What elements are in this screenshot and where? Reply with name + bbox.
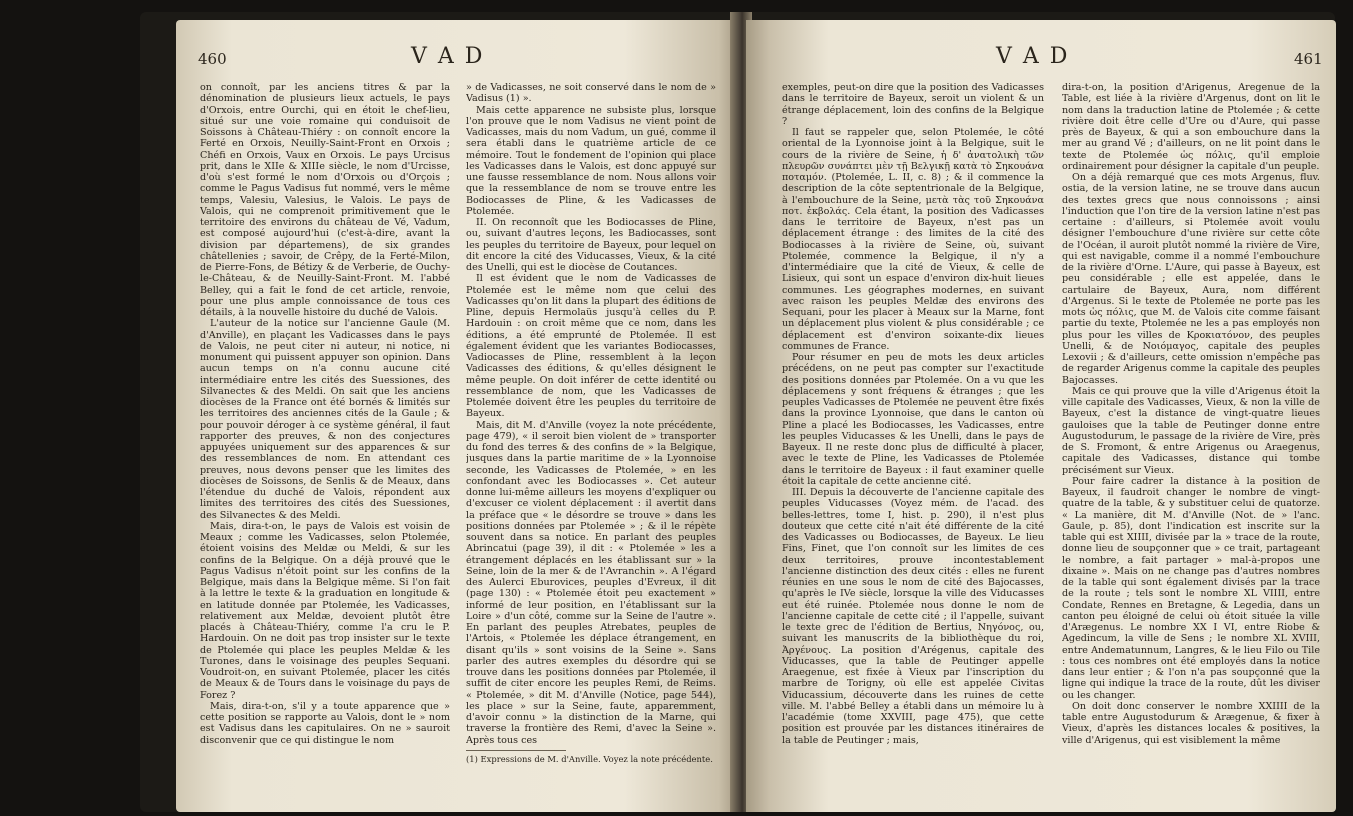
paragraph: Pour résumer en peu de mots les deux articles précédens, on ne peut pas compter sur l'exactitude des positions données par Ptolemée. On a vu que les déplacemens y sont fréquens & étranges ; que les peuples Vadicasses de Ptolemée ne peuvent être fixés dans la province Lyonnoise, que dans le canton où Pline a placé les Bodiocasses, les Vadicasses, entre les peuples Viducasses & les Unelli, dans le pays de Bayeux. Il ne reste donc plus de difficulté à placer, avec le texte de Pline, les Vadicasses de Ptolemée dans le territoire de Bayeux : il faut examiner quelle étoit la capitale de cette ancienne cité.	[782, 352, 1044, 487]
paragraph: III. Depuis la découverte de l'ancienne capitale des peuples Viducasses (Voyez mém. de l'acad. des belles-lettres, tome I, hist. p. 290), il n'est plus douteux que cette cité n'ait été différente de la cité des Vadicasses ou Bodiocasses, de Bayeux. Le lieu Fins, Finet, que l'on connoît sur les limites de ces deux territoires, prouve incontestablement l'ancienne distinction des deux cités : elles ne furent réunies en une sous le nom de cité des Bajocasses, qu'après le IVe siècle, lorsque la ville des Viducasses eut été ruinée. Ptolemée nous donne le nom de l'ancienne capitale de cette cité ; il l'appelle, suivant le texte grec de l'édition de Bertius, Νηγόνος, ou, suivant les manuscrits de la bibliothèque du roi, Ἀργένους. La position d'Arégenus, capitale des Viducasses, que la table de Peutinger appelle Araegenue, est fixée à Vieux par l'inscription du marbre de Torigny, où elle est appelée Civitas Viducassium, découverte dans les ruines de cette ville. M. l'abbé Belley a établi dans un mémoire lu à l'académie (tome XXVIII, page 475), que cette position est prouvée par les distances itinéraires de la table de Peutinger ; mais,	[782, 487, 1044, 746]
paragraph: L'auteur de la notice sur l'ancienne Gaule (M. d'Anville), en plaçant les Vadicasses dans le pays de Valois, ne peut citer ni auteur, ni notice, ni monument qui puissent appuyer son opinion. Dans aucun temps on n'a connu aucune cité intermédiaire entre les cités des Suessiones, des Silvanectes & des Meldi. On sait que les anciens diocèses de la France ont été bornés & limités sur les territoires des anciennes cités de la Gaule ; & pour pouvoir déroger à ce système général, il faut rapporter des preuves, & non des conjectures appuyées uniquement sur des apparences & sur des ressemblances de nom. En attendant ces preuves, nous devons penser que les limites des diocèses de Soissons, de Senlis & de Meaux, dans l'étendue du duché de Valois, répondent aux limites des territoires des cités des Suessiones, des Silvanectes & des Meldi.	[200, 318, 450, 521]
paragraph: Mais, dit M. d'Anville (voyez la note précédente, page 479), « il seroit bien violent de » transporter du fond des terres & des confins de » la Belgique, jusques dans la partie maritime de » la Lyonnoise seconde, les Vadicasses de Ptolemée, » en les confondant avec les Bodiocasses ». Cet auteur donne lui-même ailleurs les moyens d'expliquer ou d'excuser ce violent déplacement : il avertit dans la préface que « le désordre se trouve » dans les positions données par Ptolemée » ; & il le répète souvent dans sa notice. En parlant des peuples Abrincatui (page 39), il dit : « Ptolemée » les a étrangement déplacés en les établissant sur » la Seine, loin de la mer & de l'Avranchin ». A l'égard des Aulerci Eburovices, peuples d'Evreux, il dit (page 130) : « Ptolemée étoit peu exactement » informé de leur position, en l'établissant sur la Loire » d'un côté, comme sur la Seine de l'autre ». En parlant des peuples Atrebates, peuples de l'Artois, « Ptolemée les déplace étrangement, en disant qu'ils » sont voisins de la Seine ». Sans parler des autres exemples du désordre qui se trouve dans les positions données par Ptolemée, il suffit de citer encore les peuples Remi, de Reims. « Ptolemée, » dit M. d'Anville (Notice, page 544), les place » sur la Seine, faute, apparemment, d'avoir connu » la distinction de la Marne, qui traverse la frontière des Remi, d'avec la Seine ». Après tous ces	[466, 419, 716, 746]
paragraph: Mais cette apparence ne subsiste plus, lorsque l'on prouve que le nom Vadisus ne vient point de Vadicasses, mais du nom Vadum, un gué, comme il sera établi dans le quatrième article de ce mémoire. Tout le fondement de l'opinion qui place les Vadicasses dans le Valois, est donc appuyé sur une fausse ressemblance de nom. Nous allons voir que la ressemblance de nom se trouve entre les Bodiocasses de Pline, & les Vadicasses de Ptolemée.	[466, 104, 716, 217]
paragraph: » de Vadicasses, ne soit conservé dans le nom de » Vadisus (1) ».	[466, 82, 716, 105]
left-column-2	[466, 82, 716, 802]
paragraph: II. On reconnoît que les Bodiocasses de Pline, ou, suivant d'autres leçons, les Badiocasses, sont les peuples du territoire de Bayeux, pour lequel on dit encore la cité des Viducasses, Vieux, & la cité des Unelli, qui est le diocèse de Coutances.	[466, 217, 716, 273]
left-page-number: 460	[198, 50, 227, 68]
open-book	[140, 12, 1335, 812]
footnote: (1) Expressions de M. d'Anville. Voyez la note précédente.	[466, 753, 713, 764]
right-column-1	[782, 82, 1044, 802]
left-page	[176, 20, 736, 812]
paragraph: Mais, dira-t-on, le pays de Valois est voisin de Meaux ; comme les Vadicasses, selon Ptolemée, étoient voisins des Meldæ ou Meldi, & sur les confins de la Belgique. On a déjà prouvé que le Pagus Vadisus n'étoit point sur les confins de la Belgique, mais dans la Belgique même. Si l'on fait à la lettre le texte & la graduation en longitude & en latitude donnée par Ptolemée, les Vadicasses, relativement aux Meldæ, devoient plutôt être placés à Château-Thiéry, comme l'a cru le P. Hardouin. On ne doit pas trop insister sur le texte de Ptolemée qui place les peuples Meldæ & les Turones, dans le voisinage des peuples Sequani. Voudroit-on, en suivant Ptolemée, placer les cités de Meaux & de Tours dans le voisinage du pays de Forez ?	[200, 520, 450, 701]
paragraph: On doit donc conserver le nombre XXIIII de la table entre Augustodurum & Arægenue, & fixer à Vieux, d'après les distances locales & positives, la ville d'Arigenus, qui est visiblement la même	[1062, 700, 1320, 746]
footnote-rule	[466, 750, 566, 751]
paragraph: Il faut se rappeler que, selon Ptolemée, le côté oriental de la Lyonnoise joint à la Belgique, suit le cours de la rivière de Seine, ἡ δ' ἀνατολικὴ τῶν πλευρῶν συνάπτει μὲν τῇ Βελγικῇ κατὰ τὸ Σηκουάνα ποταμόν. (Ptolemée, L. II, c. 8) ; & il commence la description de la côte septentrionale de la Belgique, à l'embouchure de la Seine, μετὰ τὰς τοῦ Σηκουάνα ποτ. ἐκβολάς. Cela étant, la position des Vadicasses dans le territoire de Bayeux, n'est pas un déplacement étrange : des limites de la cité des Bodiocasses à la rivière de Seine, où, suivant Ptolemée, commence la Belgique, il n'y a d'intermédiaire que la cité de Vieux, & celle de Lisieux, qui sont un espace d'environ dix-huit lieues communes. Les géographes modernes, en suivant avec raison les peuples Meldæ des environs des Sequani, pour les placer à Meaux sur la Marne, font un déplacement plus violent & plus considérable ; ce déplacement est d'environ soixante-dix lieues communes de France.	[782, 127, 1044, 352]
right-column-2	[1062, 82, 1320, 802]
right-running-head: V A D	[996, 44, 1070, 69]
paragraph: Il est évident que le nom de Vadicasses de Ptolemée est le même nom que celui des Vadicasses qu'on lit dans la plupart des éditions de Pline, depuis Hermolaüs jusqu'à celles du P. Hardouin : on croit même que ce nom, dans les éditions, a été emprunté de Ptolemée. Il est également évident que les variantes Bodiocasses, Vadiocasses de Pline, ressemblent à la leçon Vadicasses des éditions, & qu'elles désignent le même peuple. On doit inférer de cette identité ou ressemblance de nom, que les Vadicasses de Ptolemée doivent être les peuples du territoire de Bayeux.	[466, 273, 716, 420]
paragraph: Mais, dira-t-on, s'il y a toute apparence que » cette position se rapporte au Valois, dont le » nom est Vadisus dans les capitulaires. On ne » sauroit disconvenir que ce qui distingue le nom	[200, 700, 450, 746]
paragraph: dira-t-on, la position d'Arigenus, Aregenue de la Table, est liée à la rivière d'Argenus, dont on lit le nom dans la traduction latine de Ptolemée ; & cette rivière doit être celle d'Ure ou d'Aure, qui passe près de Bayeux, & qui a son embouchure dans la mer au grand Vé ; d'ailleurs, on ne lit point dans le texte de Ptolemée ὡς πόλις, qu'il emploie ordinairement pour désigner la capitale d'un peuple.	[1062, 82, 1320, 172]
right-page	[746, 20, 1336, 812]
left-column-1	[200, 82, 450, 802]
paragraph: Mais ce qui prouve que la ville d'Arigenus étoit la ville capitale des Vadicasses, Vieux, & non la ville de Bayeux, c'est la distance de vingt-quatre lieues gauloises que la table de Peutinger donne entre Augustodurum, le passage de la rivière de Vire, près de S. Fromont, & entre Arigenus ou Araegenus, capitale des Vadicasses, distance qui tombe précisément sur Vieux.	[1062, 385, 1320, 476]
paragraph: on connoît, par les anciens titres & par la dénomination de plusieurs lieux actuels, le pays d'Orxois, entre Ourchi, qui en étoit le chef-lieu, situé sur une voie romaine qui conduisoit de Soissons à Château-Thiéry : on connoît encore la Ferté en Orxois, Neuilly-Saint-Front en Orxois ; Chéfi en Orxois, Vaux en Orxois. Le pays Urcisus prit, dans le XIIe & XIIIe siècle, le nom d'Urcisse, d'où s'est formé le nom d'Orxois ou d'Orçois ; comme le Pagus Vadisus fut nommé, vers le même temps, Valesiu, Valesius, le Valois. Le pays de Valois, qui ne comprenoit primitivement que le territoire des environs du château de Vé, Vadum, est composé aujourd'hui (c'est-à-dire, avant la division par départemens), de six grandes châtellenies ; savoir, de Crêpy, de la Ferté-Milon, de Pierre-Fons, de Bétizy & de Verberie, de Ouchy-le-Château, & de Neuilly-Saint-Front. M. l'abbé Belley, qui a fait le fond de cet article, renvoie, pour une plus ample connoissance de tous ces détails, à la nouvelle histoire du duché de Valois.	[200, 82, 450, 318]
right-page-number: 461	[1294, 50, 1323, 68]
paragraph: exemples, peut-on dire que la position des Vadicasses dans le territoire de Bayeux, seroit un violent & un étrange déplacement, loin des confins de la Belgique ?	[782, 82, 1044, 127]
left-running-head: V A D	[411, 44, 485, 69]
paragraph: Pour faire cadrer la distance à la position de Bayeux, il faudroit changer le nombre de vingt-quatre de la table, & y substituer celui de quatorze. « La manière, dit M. d'Anville (Not. de » l'anc. Gaule, p. 85), dont l'indication est inscrite sur la table qui est XIIII, divisée par la » trace de la route, donne lieu de soupçonner que » ce trait, partageant le nombre, a fait partager » mal-à-propos une dixaine ». Mais on ne change pas d'autres nombres de la table qui sont également divisés par la trace de la route ; tels sont le nombre XL VIIII, entre Condate, Rennes en Bretagne, & Legedia, dans un canton peu éloigné de celui où étoit située la ville d'Arægenus. Le nombre XX I VI, entre Riobe & Agedincum, la ville de Sens ; le nombre XL XVIII, entre Andematunnum, Langres, & le lieu Filo ou Tile : tous ces nombres ont été employés dans la notice dans leur entier ; & l'on n'a pas soupçonné que la ligne qui indique la trace de la route, dût les diviser ou les changer.	[1062, 475, 1320, 701]
paragraph: On a déjà remarqué que ces mots Argenus, fluv. ostia, de la version latine, ne se trouve dans aucun des textes grecs que nous connoissons ; ainsi l'induction que l'on tire de la version latine n'est pas certaine : d'ailleurs, si Ptolemée avoit voulu désigner l'embouchure d'une rivière sur cette côte de l'Océan, il auroit plutôt nommé la rivière de Vire, qui est navigable, comme il a nommé l'embouchure de la rivière d'Orne. L'Aure, qui passe à Bayeux, est peu considérable ; elle est appelée, dans le cartulaire de Bayeux, Aura, nom différent d'Argenus. Si le texte de Ptolemée ne porte pas les mots ὡς πόλις, que M. de Valois cite comme faisant partie du texte, Ptolemée ne les a pas employés non plus pour les villes de Κροκιατόνον, des peuples Unelli, & de Νοιόμαγος, capitale des peuples Lexovii ; & d'ailleurs, cette omission n'empêche pas de regarder Arigenus comme la capitale des peuples Bajocasses.	[1062, 172, 1320, 386]
